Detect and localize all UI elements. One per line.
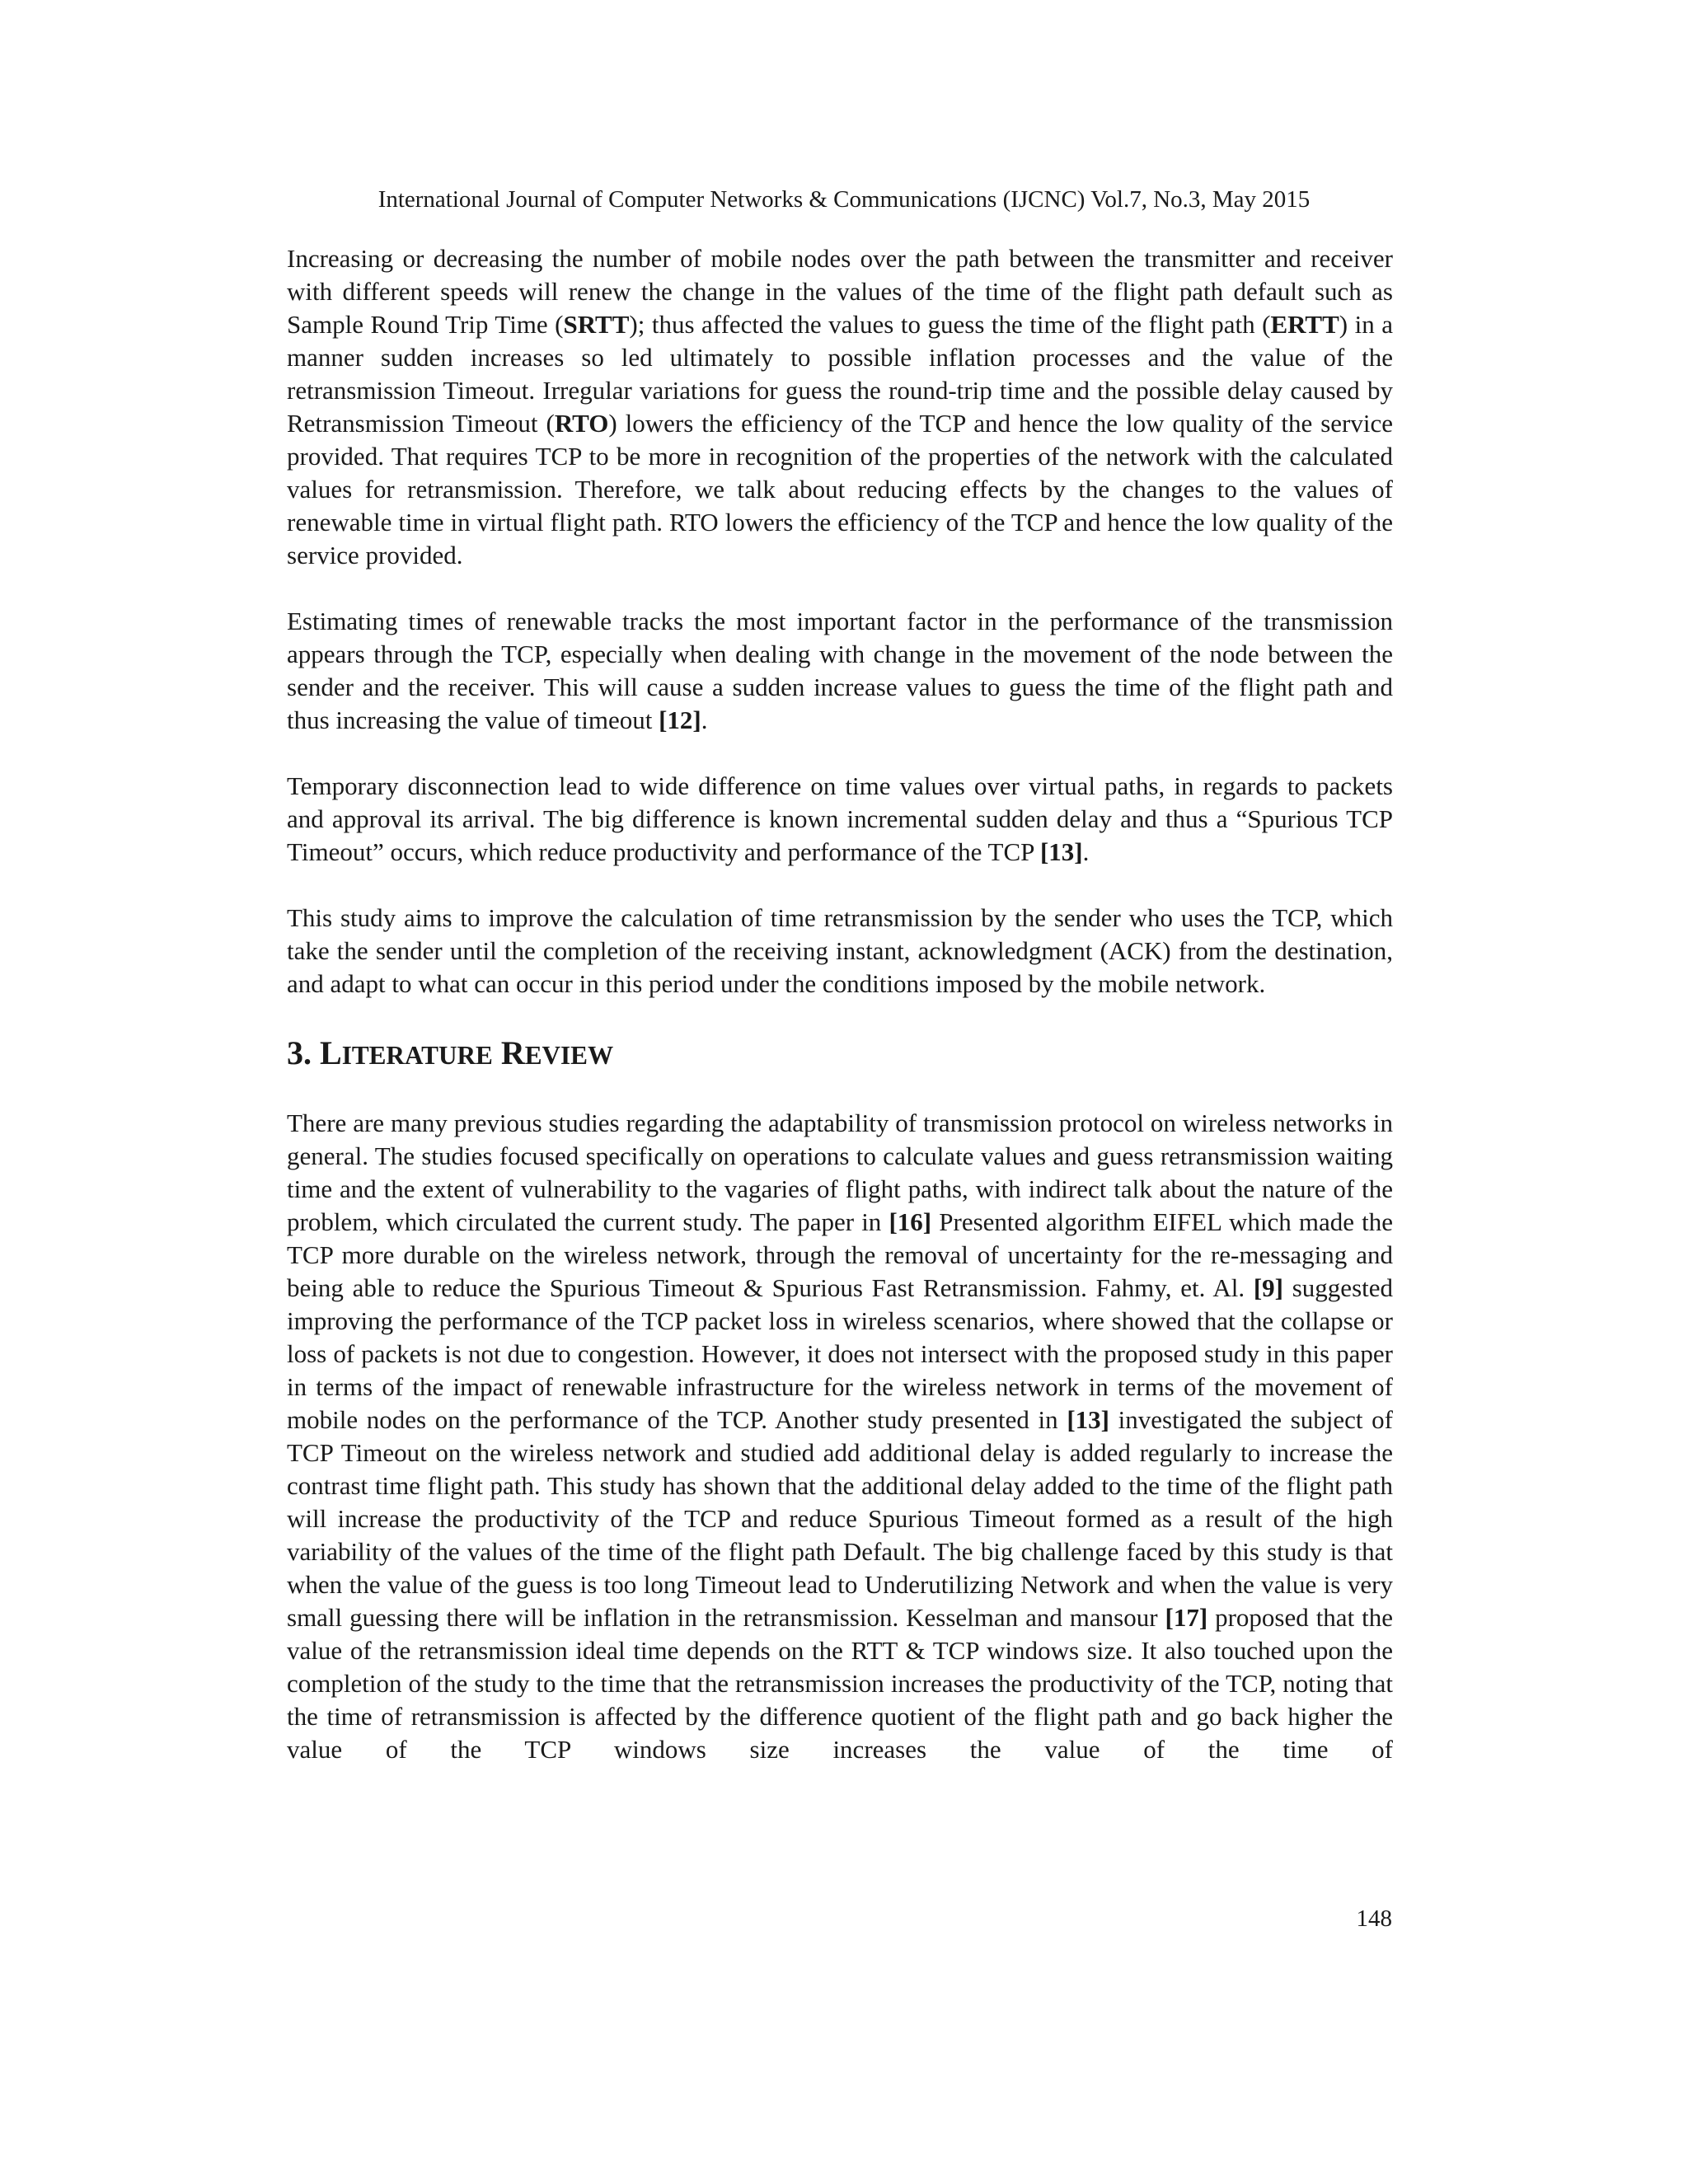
citation-17: [17]	[1165, 1603, 1208, 1632]
paragraph-5	[287, 1107, 1393, 1766]
heading-word-2-initial: R	[500, 1034, 525, 1071]
running-header: International Journal of Computer Networks & Communications (IJCNC) Vol.7, No.3, May 2015	[377, 186, 1311, 213]
citation-9: [9]	[1253, 1273, 1284, 1302]
paragraph-5-text-b: Presented algorithm EIFEL which made the TCP more durable on the wireless network, through the removal of uncertainty for the re-messaging and being able to reduce the Spurious Timeout & Spurious Fast Retransmission. Fahmy, et. Al.	[287, 1207, 1393, 1302]
paragraph-5-text-c: suggested improving the performance of the TCP packet loss in wireless scenarios, where showed that the collapse or loss of packets is not due to congestion. However, it does not intersect with the proposed study in this paper in terms of the impact of renewable infrastructure for the wireless network in terms of the movement of mobile nodes on the performance of the TCP. Another study presented in	[287, 1273, 1394, 1434]
heading-word-1-initial: L	[320, 1034, 342, 1071]
paragraph-1-text-c: ) in a manner sudden increases so led ultimately to possible inflation processes and the value of the retransmission Timeout. Irregular variations for guess the round-trip time and the possible delay caused by Retransmission Timeout (	[287, 310, 1393, 438]
paragraph-3-text-a: Temporary disconnection lead to wide difference on time values over virtual paths, in regards to packets and approval its arrival. The big difference is known incremental sudden delay and thus a “Spurious TCP Timeout” occurs, which reduce productivity and performance of the TCP	[287, 771, 1393, 866]
heading-space	[493, 1034, 501, 1071]
paragraph-5-text-a: There are many previous studies regarding the adaptability of transmission protocol on wireless networks in general. The studies focused specifically on operations to calculate values and guess retransmission waiting time and the extent of vulnerability to the vagaries of flight paths, with indirect talk about the nature of the problem, which circulated the current study. The paper in	[287, 1108, 1393, 1236]
paragraph-1-text-b: ); thus affected the values to guess the time of the flight path (	[629, 310, 1271, 339]
heading-word-2-rest: EVIEW	[524, 1041, 614, 1070]
paragraph-2	[287, 605, 1393, 737]
page-number: 148	[1356, 1905, 1392, 1932]
term-srtt: SRTT	[563, 310, 630, 339]
paragraph-5-text-e: proposed that the value of the retransmission ideal time depends on the RTT & TCP windows size. It also touched upon the completion of the study to the time that the retransmission increases the productivity of the TCP, noting that the time of retransmission is affected by the difference quotient of the flight path and go back higher the value of the TCP windows size increases the value of the time of	[287, 1603, 1393, 1764]
citation-13: [13]	[1039, 837, 1083, 866]
paragraph-3	[287, 770, 1393, 869]
citation-13-b: [13]	[1067, 1405, 1109, 1434]
citation-16: [16]	[889, 1207, 932, 1236]
paragraph-1-text-d: ) lowers the efficiency of the TCP and hence the low quality of the service provided. That requires TCP to be more in recognition of the properties of the network with the calculated values for retransmission. Therefore, we talk about reducing effects by the changes to the values of renewable time in virtual flight path. RTO lowers the efficiency of the TCP and hence the low quality of the service provided.	[287, 409, 1393, 569]
heading-word-1-rest: ITERATURE	[341, 1041, 493, 1070]
section-number: 3.	[287, 1034, 320, 1071]
paragraph-5-text-d: investigated the subject of TCP Timeout on the wireless network and studied add additional delay is added regularly to increase the contrast time flight path. This study has shown that the additional delay added to the time of the flight path will increase the productivity of the TCP and reduce Spurious Timeout formed as a result of the high variability of the values of the time of the flight path Default. The big challenge faced by this study is that when the value of the guess is too long Timeout lead to Underutilizing Network and when the value is very small guessing there will be inflation in the retransmission. Kesselman and mansour	[287, 1405, 1394, 1632]
citation-12: [12]	[659, 705, 701, 734]
section-heading-literature-review	[287, 1033, 1393, 1076]
paragraph-3-text-b: .	[1082, 837, 1090, 866]
paragraph-1-text-a: Increasing or decreasing the number of mobile nodes over the path between the transmitter and receiver with different speeds will renew the change in the values of the time of the flight path default such as Sample Round Trip Time (	[287, 244, 1393, 339]
paragraph-2-text-b: .	[701, 705, 708, 734]
paragraph-1	[287, 242, 1393, 572]
page-body	[287, 242, 1393, 1799]
term-ertt: ERTT	[1270, 310, 1339, 339]
paragraph-2-text-a: Estimating times of renewable tracks the most important factor in the performance of the transmission appears through the TCP, especially when dealing with change in the movement of the node between the sender and the receiver. This will cause a sudden increase values to guess the time of the flight path and thus increasing the value of timeout	[287, 607, 1393, 734]
term-rto: RTO	[554, 409, 609, 438]
paragraph-4: This study aims to improve the calculation of time retransmission by the sender who uses the TCP, which take the sender until the completion of the receiving instant, acknowledgment (ACK) from the destination, and adapt to what can occur in this period under the conditions imposed by the mobile network.	[287, 903, 1393, 998]
